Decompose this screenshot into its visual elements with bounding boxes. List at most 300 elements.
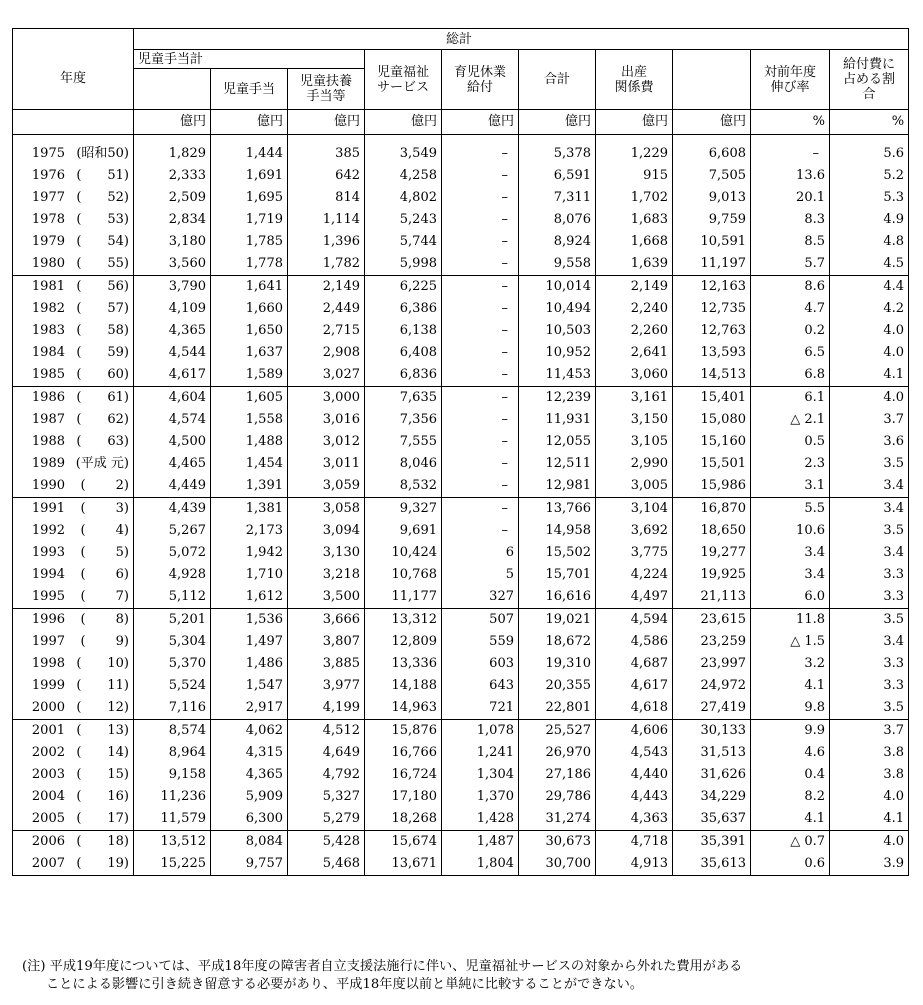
value-cell: 3.5 [830, 697, 909, 720]
value-cell: 27,419 [673, 697, 751, 720]
value-cell: 4,500 [134, 431, 211, 453]
value-cell: 4.9 [830, 209, 909, 231]
value-cell: 19,925 [673, 564, 751, 586]
value-cell: – [442, 520, 519, 542]
table-row [13, 520, 909, 542]
year-era: ( 61) [76, 390, 129, 405]
value-cell: 13,766 [519, 498, 596, 521]
value-cell: 15,986 [673, 475, 751, 498]
value-cell: 31,274 [519, 808, 596, 831]
value-cell: 2,173 [211, 520, 288, 542]
value-cell: 1,702 [596, 187, 673, 209]
value-cell: 8,964 [134, 742, 211, 764]
year-cell [13, 298, 134, 320]
value-cell: 1,612 [211, 586, 288, 609]
value-cell: 4,543 [596, 742, 673, 764]
value-cell: △ 1.5 [751, 631, 830, 653]
value-cell: 35,637 [673, 808, 751, 831]
year-era: ( 17) [76, 811, 129, 826]
value-cell: 5,072 [134, 542, 211, 564]
value-cell: 4,439 [134, 498, 211, 521]
year-era: ( 5) [80, 545, 129, 560]
value-cell: 10.6 [751, 520, 830, 542]
value-cell: 23,615 [673, 609, 751, 632]
year-western: 1995 [31, 589, 65, 604]
year-era: ( 3) [80, 501, 129, 516]
value-cell: 10,014 [519, 276, 596, 299]
value-cell: 18,268 [365, 808, 442, 831]
value-cell: 3,180 [134, 231, 211, 253]
header-total-group: 総計 [134, 29, 909, 50]
value-cell: 1,650 [211, 320, 288, 342]
value-cell: 1,782 [288, 253, 365, 276]
value-cell: 1,942 [211, 542, 288, 564]
value-cell: 2,333 [134, 165, 211, 187]
year-era: ( 6) [80, 567, 129, 582]
year-western: 2000 [31, 700, 65, 715]
value-cell: 4.1 [830, 364, 909, 387]
header-child-welfare-service: 児童福祉 サービス [365, 50, 442, 110]
value-cell: 3,775 [596, 542, 673, 564]
year-era: ( 13) [76, 723, 129, 738]
year-western: 1985 [31, 367, 65, 382]
value-cell: 8.3 [751, 209, 830, 231]
value-cell: 1,695 [211, 187, 288, 209]
value-cell: 9.8 [751, 697, 830, 720]
value-cell: 3.8 [830, 764, 909, 786]
table-row [13, 475, 909, 498]
year-cell [13, 653, 134, 675]
table-row [13, 631, 909, 653]
value-cell: 11,236 [134, 786, 211, 808]
value-cell: 5,744 [365, 231, 442, 253]
value-cell: 2,908 [288, 342, 365, 364]
value-cell: 7,635 [365, 387, 442, 410]
footnote-line-1: (注) 平成19年度については、平成18年度の障害者自立支援法施行に伴い、児童福祉サービスの対象から外れた費用がある [22, 959, 743, 974]
table-row [13, 209, 909, 231]
value-cell: 3.7 [830, 720, 909, 743]
value-cell: 3,807 [288, 631, 365, 653]
value-cell: 8,924 [519, 231, 596, 253]
value-cell: 3.4 [830, 631, 909, 653]
value-cell: 2.3 [751, 453, 830, 475]
value-cell: 1,719 [211, 209, 288, 231]
value-cell: 6 [442, 542, 519, 564]
value-cell: 2,240 [596, 298, 673, 320]
value-cell: 3.8 [830, 742, 909, 764]
table-row [13, 342, 909, 364]
value-cell: 1,391 [211, 475, 288, 498]
value-cell: 20,355 [519, 675, 596, 697]
value-cell: 21,113 [673, 586, 751, 609]
value-cell: 1,370 [442, 786, 519, 808]
value-cell: 3,012 [288, 431, 365, 453]
year-era: ( 2) [80, 478, 129, 493]
value-cell: 7,555 [365, 431, 442, 453]
table-body [13, 135, 909, 876]
value-cell: 5.7 [751, 253, 830, 276]
value-cell: 4,449 [134, 475, 211, 498]
footnote [22, 958, 912, 994]
value-cell: 7,356 [365, 409, 442, 431]
value-cell: – [751, 135, 830, 166]
value-cell: 12,511 [519, 453, 596, 475]
table-row [13, 187, 909, 209]
year-western: 1977 [31, 190, 65, 205]
value-cell: – [442, 431, 519, 453]
value-cell: 35,613 [673, 853, 751, 876]
value-cell: 9,158 [134, 764, 211, 786]
value-cell: 15,160 [673, 431, 751, 453]
value-cell: 11,579 [134, 808, 211, 831]
unit-cell: % [751, 110, 830, 135]
value-cell: 13,336 [365, 653, 442, 675]
value-cell: 6,225 [365, 276, 442, 299]
value-cell: 4,617 [596, 675, 673, 697]
year-cell [13, 475, 134, 498]
header-grand-total [673, 50, 751, 110]
unit-cell: 億円 [596, 110, 673, 135]
value-cell: 1,078 [442, 720, 519, 743]
year-western: 1997 [31, 634, 65, 649]
value-cell: 8,046 [365, 453, 442, 475]
value-cell: 25,527 [519, 720, 596, 743]
year-cell [13, 409, 134, 431]
value-cell: 11,453 [519, 364, 596, 387]
year-cell [13, 586, 134, 609]
value-cell: 4.1 [751, 675, 830, 697]
value-cell: 10,591 [673, 231, 751, 253]
table-row [13, 697, 909, 720]
value-cell: 3.4 [751, 542, 830, 564]
value-cell: 4,618 [596, 697, 673, 720]
value-cell: 23,997 [673, 653, 751, 675]
year-era: ( 54) [76, 234, 129, 249]
value-cell: 1,641 [211, 276, 288, 299]
value-cell: 5.2 [830, 165, 909, 187]
value-cell: – [442, 475, 519, 498]
year-western: 1993 [31, 545, 65, 560]
table-row [13, 364, 909, 387]
value-cell: 3.3 [830, 586, 909, 609]
value-cell: 13.6 [751, 165, 830, 187]
value-cell: – [442, 453, 519, 475]
value-cell: 9,327 [365, 498, 442, 521]
value-cell: 10,494 [519, 298, 596, 320]
value-cell: 31,626 [673, 764, 751, 786]
value-cell: 1,547 [211, 675, 288, 697]
value-cell: – [442, 364, 519, 387]
year-cell [13, 498, 134, 521]
value-cell: 5,378 [519, 135, 596, 166]
value-cell: 4,574 [134, 409, 211, 431]
table-row [13, 276, 909, 299]
value-cell: 19,310 [519, 653, 596, 675]
year-era: ( 15) [76, 767, 129, 782]
header-childcare-leave: 育児休業 給付 [442, 50, 519, 110]
value-cell: 642 [288, 165, 365, 187]
value-cell: 3,885 [288, 653, 365, 675]
value-cell: 1,488 [211, 431, 288, 453]
value-cell: 4,258 [365, 165, 442, 187]
value-cell: 3,218 [288, 564, 365, 586]
value-cell: 14,963 [365, 697, 442, 720]
year-era: ( 63) [76, 434, 129, 449]
value-cell: 13,312 [365, 609, 442, 632]
table-row [13, 653, 909, 675]
value-cell: 9,759 [673, 209, 751, 231]
value-cell: 3,059 [288, 475, 365, 498]
value-cell: 3,666 [288, 609, 365, 632]
value-cell: △ 0.7 [751, 831, 830, 854]
value-cell: 3,130 [288, 542, 365, 564]
value-cell: 1,428 [442, 808, 519, 831]
value-cell: 1,778 [211, 253, 288, 276]
year-western: 1984 [31, 345, 65, 360]
value-cell: 4,604 [134, 387, 211, 410]
table-row [13, 742, 909, 764]
value-cell: 4.4 [830, 276, 909, 299]
year-era: ( 18) [76, 834, 129, 849]
year-cell [13, 364, 134, 387]
value-cell: 3,000 [288, 387, 365, 410]
value-cell: 10,503 [519, 320, 596, 342]
value-cell: – [442, 409, 519, 431]
value-cell: 5,998 [365, 253, 442, 276]
value-cell: 1,683 [596, 209, 673, 231]
table-row [13, 253, 909, 276]
value-cell: 15,876 [365, 720, 442, 743]
year-cell [13, 808, 134, 831]
value-cell: 5,909 [211, 786, 288, 808]
value-cell: 9,691 [365, 520, 442, 542]
year-era: ( 11) [76, 678, 129, 693]
year-western: 1996 [31, 612, 65, 627]
value-cell: 3,560 [134, 253, 211, 276]
table-row [13, 135, 909, 166]
year-western: 2004 [31, 789, 65, 804]
value-cell: 15,502 [519, 542, 596, 564]
unit-year [13, 110, 134, 135]
value-cell: 0.2 [751, 320, 830, 342]
value-cell: 4,802 [365, 187, 442, 209]
value-cell: 327 [442, 586, 519, 609]
value-cell: 5,304 [134, 631, 211, 653]
value-cell: 1,396 [288, 231, 365, 253]
value-cell: 1,710 [211, 564, 288, 586]
value-cell: 3,105 [596, 431, 673, 453]
year-cell [13, 187, 134, 209]
value-cell: 2,834 [134, 209, 211, 231]
value-cell: 1,497 [211, 631, 288, 653]
year-western: 1991 [31, 501, 65, 516]
value-cell: 4,465 [134, 453, 211, 475]
table-row [13, 675, 909, 697]
value-cell: 2,641 [596, 342, 673, 364]
value-cell: 3,016 [288, 409, 365, 431]
value-cell: 11.8 [751, 609, 830, 632]
value-cell: 3,161 [596, 387, 673, 410]
year-cell [13, 631, 134, 653]
value-cell: 3.4 [830, 498, 909, 521]
value-cell: 6.0 [751, 586, 830, 609]
value-cell: 2,149 [596, 276, 673, 299]
table-row [13, 586, 909, 609]
value-cell: – [442, 342, 519, 364]
year-western: 1992 [31, 523, 65, 538]
value-cell: 1,637 [211, 342, 288, 364]
value-cell: 19,277 [673, 542, 751, 564]
year-era: ( 52) [76, 190, 129, 205]
unit-cell: 億円 [519, 110, 596, 135]
value-cell: 22,801 [519, 697, 596, 720]
value-cell: 3.5 [830, 453, 909, 475]
table-row [13, 831, 909, 854]
year-era: ( 57) [76, 301, 129, 316]
header-row-1 [13, 29, 909, 50]
year-western: 1987 [31, 412, 65, 427]
value-cell: 6,591 [519, 165, 596, 187]
value-cell: 3,027 [288, 364, 365, 387]
value-cell: 13,593 [673, 342, 751, 364]
value-cell: 5,279 [288, 808, 365, 831]
value-cell: 11,177 [365, 586, 442, 609]
value-cell: 4.2 [830, 298, 909, 320]
value-cell: 3,058 [288, 498, 365, 521]
year-cell [13, 831, 134, 854]
value-cell: 16,870 [673, 498, 751, 521]
value-cell: 5,201 [134, 609, 211, 632]
value-cell: 31,513 [673, 742, 751, 764]
value-cell: 24,972 [673, 675, 751, 697]
value-cell: 10,768 [365, 564, 442, 586]
value-cell: – [442, 498, 519, 521]
year-era: ( 62) [76, 412, 129, 427]
year-era: ( 59) [76, 345, 129, 360]
table-row [13, 453, 909, 475]
table-row [13, 542, 909, 564]
header-child-allowance-total: 児童手当計 [134, 50, 365, 69]
value-cell: 1,381 [211, 498, 288, 521]
value-cell: 5 [442, 564, 519, 586]
value-cell: 6,836 [365, 364, 442, 387]
value-cell: 14,513 [673, 364, 751, 387]
value-cell: 29,786 [519, 786, 596, 808]
value-cell: 559 [442, 631, 519, 653]
value-cell: 4.7 [751, 298, 830, 320]
data-table-wrapper [12, 28, 908, 876]
value-cell: 4.0 [830, 387, 909, 410]
value-cell: 0.5 [751, 431, 830, 453]
value-cell: 4,365 [211, 764, 288, 786]
value-cell: 5,112 [134, 586, 211, 609]
value-cell: 3,977 [288, 675, 365, 697]
table-row [13, 808, 909, 831]
value-cell: – [442, 253, 519, 276]
value-cell: 5,243 [365, 209, 442, 231]
value-cell: 12,163 [673, 276, 751, 299]
value-cell: 1,241 [442, 742, 519, 764]
value-cell: 5.3 [830, 187, 909, 209]
value-cell: 1,454 [211, 453, 288, 475]
value-cell: 1,304 [442, 764, 519, 786]
year-cell [13, 387, 134, 410]
value-cell: 4,512 [288, 720, 365, 743]
value-cell: 8,076 [519, 209, 596, 231]
year-cell [13, 720, 134, 743]
value-cell: 3,011 [288, 453, 365, 475]
value-cell: 1,691 [211, 165, 288, 187]
value-cell: 3.4 [751, 564, 830, 586]
year-cell [13, 320, 134, 342]
value-cell: – [442, 276, 519, 299]
unit-cell: 億円 [134, 110, 211, 135]
value-cell: 16,616 [519, 586, 596, 609]
value-cell: 3,692 [596, 520, 673, 542]
value-cell: 1,668 [596, 231, 673, 253]
table-row [13, 853, 909, 876]
year-cell [13, 564, 134, 586]
value-cell: 2,509 [134, 187, 211, 209]
value-cell: 15,674 [365, 831, 442, 854]
value-cell: 643 [442, 675, 519, 697]
header-child-allowance: 児童手当 [211, 69, 288, 110]
value-cell: 5,468 [288, 853, 365, 876]
value-cell: 1,487 [442, 831, 519, 854]
year-western: 1989 [31, 456, 65, 471]
table-row [13, 786, 909, 808]
year-cell [13, 675, 134, 697]
value-cell: 0.6 [751, 853, 830, 876]
value-cell: – [442, 387, 519, 410]
value-cell: 3,500 [288, 586, 365, 609]
value-cell: 13,512 [134, 831, 211, 854]
value-cell: 16,766 [365, 742, 442, 764]
year-era: ( 16) [76, 789, 129, 804]
value-cell: 10,952 [519, 342, 596, 364]
year-cell [13, 786, 134, 808]
value-cell: 2,917 [211, 697, 288, 720]
footnote-line-2: ことによる影響に引き続き留意する必要があり、平成18年度以前と単純に比較することができない。 [46, 977, 644, 992]
value-cell: 14,188 [365, 675, 442, 697]
value-cell: 12,809 [365, 631, 442, 653]
year-western: 1982 [31, 301, 65, 316]
table-row [13, 409, 909, 431]
year-cell [13, 231, 134, 253]
value-cell: 11,197 [673, 253, 751, 276]
value-cell: 4,365 [134, 320, 211, 342]
year-era: ( 56) [76, 279, 129, 294]
value-cell: 30,133 [673, 720, 751, 743]
value-cell: 3.9 [830, 853, 909, 876]
value-cell: 15,080 [673, 409, 751, 431]
child-family-benefits-table [12, 28, 909, 876]
value-cell: 3.6 [830, 431, 909, 453]
value-cell: 4,594 [596, 609, 673, 632]
value-cell: 3.5 [830, 520, 909, 542]
year-era: ( 55) [76, 256, 129, 271]
year-western: 1979 [31, 234, 65, 249]
year-cell [13, 135, 134, 166]
year-cell [13, 276, 134, 299]
value-cell: 4,617 [134, 364, 211, 387]
value-cell: 1,444 [211, 135, 288, 166]
year-western: 1978 [31, 212, 65, 227]
value-cell: 5,327 [288, 786, 365, 808]
year-western: 1975 [31, 146, 65, 161]
value-cell: 4.5 [830, 253, 909, 276]
value-cell: 3.4 [830, 475, 909, 498]
